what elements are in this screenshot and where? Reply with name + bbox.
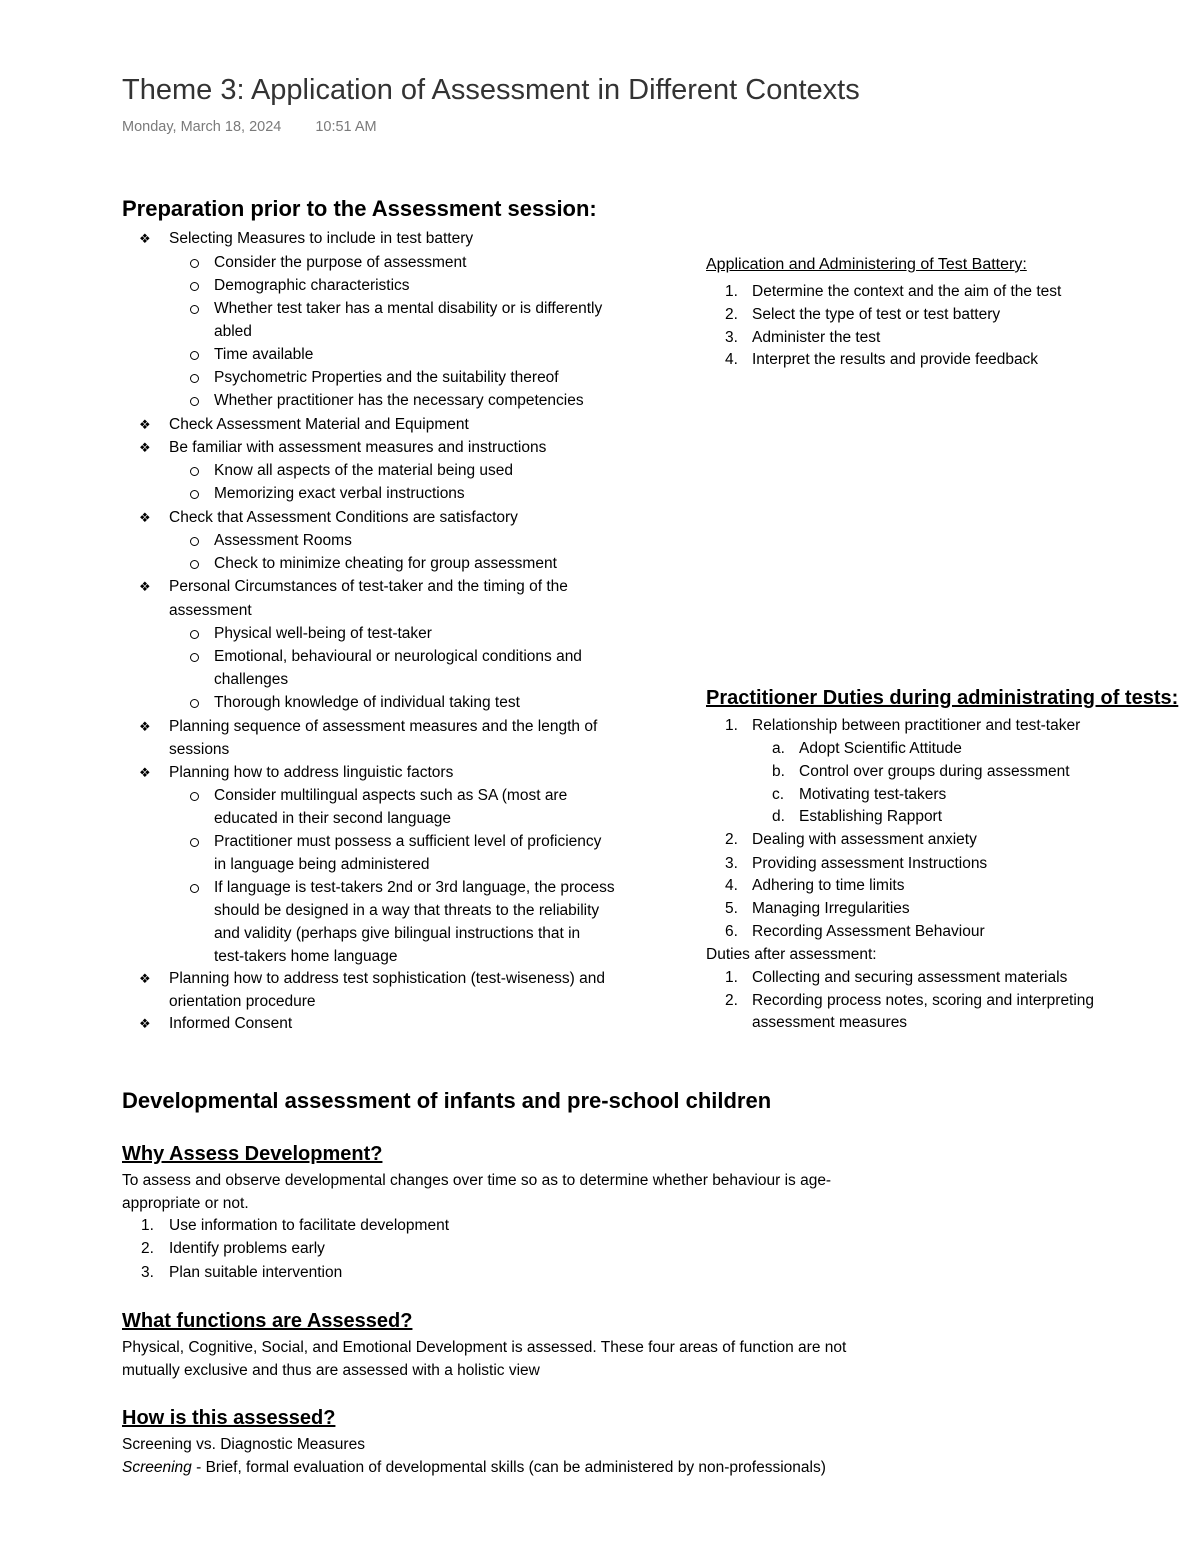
- list-item: Identify problems early: [169, 1240, 325, 1257]
- circle-bullet-icon: [190, 630, 199, 639]
- screening-label: Screening: [122, 1459, 192, 1476]
- circle-bullet-icon: [190, 374, 199, 383]
- list-item: Providing assessment Instructions: [752, 855, 988, 872]
- circle-bullet-icon: [190, 397, 199, 406]
- what-text-2: mutually exclusive and thus are assessed with a holistic view: [122, 1362, 540, 1379]
- prep-list-item: Consider the purpose of assessment: [214, 254, 467, 271]
- list-item: Recording Assessment Behaviour: [752, 923, 985, 940]
- list-number: 5.: [725, 900, 738, 917]
- circle-bullet-icon: [190, 699, 199, 708]
- list-item: assessment measures: [752, 1014, 908, 1031]
- prep-list-item: Physical well-being of test-taker: [214, 625, 432, 642]
- list-number: 2.: [725, 992, 738, 1009]
- duties-heading: Practitioner Duties during administrating of tests:: [706, 687, 1179, 709]
- circle-bullet-icon: [190, 490, 199, 499]
- circle-bullet-icon: [190, 792, 199, 801]
- prep-list-item: challenges: [214, 671, 289, 688]
- list-number: 1.: [141, 1217, 154, 1234]
- duties-after-label: Duties after assessment:: [706, 946, 877, 963]
- prep-list-item: should be designed in a way that threats to the reliability: [214, 902, 600, 919]
- prep-list-item: Informed Consent: [169, 1015, 293, 1032]
- prep-list-item: educated in their second language: [214, 810, 451, 827]
- diamond-bullet-icon: ❖: [139, 510, 151, 525]
- application-heading: Application and Administering of Test Battery:: [706, 256, 1027, 273]
- prep-list-item: Planning how to address linguistic factors: [169, 764, 454, 781]
- list-item: Adhering to time limits: [752, 877, 905, 894]
- list-number: 2.: [141, 1240, 154, 1257]
- list-number: b.: [772, 763, 785, 780]
- screening-line: [122, 1458, 826, 1478]
- prep-list-item: Personal Circumstances of test-taker and the timing of the: [169, 578, 568, 595]
- list-number: 1.: [725, 717, 738, 734]
- list-item: Adopt Scientific Attitude: [799, 740, 962, 757]
- circle-bullet-icon: [190, 259, 199, 268]
- list-item: Control over groups during assessment: [799, 763, 1070, 780]
- list-number: 3.: [725, 329, 738, 346]
- prep-list-item: Be familiar with assessment measures and instructions: [169, 439, 547, 456]
- circle-bullet-icon: [190, 560, 199, 569]
- list-number: 4.: [725, 877, 738, 894]
- list-item: Administer the test: [752, 329, 881, 346]
- date-text: Monday, March 18, 2024: [122, 119, 282, 135]
- prep-list-item: Practitioner must possess a sufficient level of proficiency: [214, 833, 602, 850]
- list-item: Select the type of test or test battery: [752, 306, 1001, 323]
- prep-list-item: Selecting Measures to include in test battery: [169, 230, 474, 247]
- list-item: Dealing with assessment anxiety: [752, 831, 977, 848]
- diamond-bullet-icon: ❖: [139, 417, 151, 432]
- prep-list-item: Check that Assessment Conditions are satisfactory: [169, 509, 518, 526]
- list-item: Establishing Rapport: [799, 808, 943, 825]
- prep-list-item: Demographic characteristics: [214, 277, 410, 294]
- circle-bullet-icon: [190, 282, 199, 291]
- page-title: Theme 3: Application of Assessment in Different Contexts: [122, 74, 860, 106]
- page-date: [122, 119, 377, 135]
- diamond-bullet-icon: ❖: [139, 579, 151, 594]
- why-heading: Why Assess Development?: [122, 1143, 383, 1165]
- diamond-bullet-icon: ❖: [139, 1016, 151, 1031]
- what-heading: What functions are Assessed?: [122, 1310, 413, 1332]
- prep-list-item: assessment: [169, 602, 252, 619]
- list-number: c.: [772, 786, 785, 803]
- prep-list-item: Thorough knowledge of individual taking test: [214, 694, 520, 711]
- how-heading: How is this assessed?: [122, 1407, 336, 1429]
- diamond-bullet-icon: ❖: [139, 719, 151, 734]
- list-item: Determine the context and the aim of the test: [752, 283, 1062, 300]
- time-text: 10:51 AM: [315, 119, 377, 135]
- prep-list-item: and validity (perhaps give bilingual instructions that in: [214, 925, 581, 942]
- screening-text: - Brief, formal evaluation of developmental skills (can be administered by non-professionals): [191, 1459, 826, 1476]
- prep-list-item: Whether practitioner has the necessary competencies: [214, 392, 584, 409]
- prep-heading: Preparation prior to the Assessment session:: [122, 196, 597, 221]
- list-number: a.: [772, 740, 785, 757]
- circle-bullet-icon: [190, 653, 199, 662]
- prep-list-item: Memorizing exact verbal instructions: [214, 485, 465, 502]
- list-number: d.: [772, 808, 785, 825]
- list-number: 1.: [725, 969, 738, 986]
- list-item: Interpret the results and provide feedback: [752, 351, 1039, 368]
- list-item: Managing Irregularities: [752, 900, 910, 917]
- list-item: Relationship between practitioner and test-taker: [752, 717, 1081, 734]
- list-item: Motivating test-takers: [799, 786, 947, 803]
- circle-bullet-icon: [190, 467, 199, 476]
- prep-list-item: Time available: [214, 346, 314, 363]
- list-number: 3.: [141, 1264, 154, 1281]
- circle-bullet-icon: [190, 884, 199, 893]
- prep-list-item: in language being administered: [214, 856, 430, 873]
- list-item: Collecting and securing assessment materials: [752, 969, 1068, 986]
- circle-bullet-icon: [190, 305, 199, 314]
- list-item: Plan suitable intervention: [169, 1264, 343, 1281]
- list-number: 2.: [725, 831, 738, 848]
- list-number: 6.: [725, 923, 738, 940]
- prep-list-item: sessions: [169, 741, 230, 758]
- prep-list-item: Check Assessment Material and Equipment: [169, 416, 469, 433]
- prep-list-item: Whether test taker has a mental disability or is differently: [214, 300, 603, 317]
- prep-list-item: Know all aspects of the material being used: [214, 462, 513, 479]
- prep-list-item: Emotional, behavioural or neurological conditions and: [214, 648, 582, 665]
- prep-list-item: orientation procedure: [169, 993, 316, 1010]
- list-number: 2.: [725, 306, 738, 323]
- list-item: Recording process notes, scoring and interpreting: [752, 992, 1095, 1009]
- prep-list-item: If language is test-takers 2nd or 3rd language, the process: [214, 879, 615, 896]
- circle-bullet-icon: [190, 537, 199, 546]
- diamond-bullet-icon: ❖: [139, 971, 151, 986]
- list-number: 3.: [725, 855, 738, 872]
- how-text: Screening vs. Diagnostic Measures: [122, 1436, 365, 1453]
- prep-list-item: Psychometric Properties and the suitability thereof: [214, 369, 559, 386]
- diamond-bullet-icon: ❖: [139, 765, 151, 780]
- list-number: 4.: [725, 351, 738, 368]
- prep-list-item: Assessment Rooms: [214, 532, 352, 549]
- circle-bullet-icon: [190, 838, 199, 847]
- prep-list-item: Check to minimize cheating for group assessment: [214, 555, 557, 572]
- why-text-2: appropriate or not.: [122, 1195, 249, 1212]
- prep-list-item: abled: [214, 323, 252, 340]
- prep-list-item: Planning sequence of assessment measures and the length of: [169, 718, 598, 735]
- list-item: Use information to facilitate development: [169, 1217, 450, 1234]
- why-text-1: To assess and observe developmental changes over time so as to determine whether behaviour is age-: [122, 1172, 832, 1189]
- diamond-bullet-icon: ❖: [139, 231, 151, 246]
- prep-list-item: Consider multilingual aspects such as SA (most are: [214, 787, 568, 804]
- circle-bullet-icon: [190, 351, 199, 360]
- list-number: 1.: [725, 283, 738, 300]
- what-text-1: Physical, Cognitive, Social, and Emotional Development is assessed. These four areas of function are not: [122, 1339, 847, 1356]
- dev-heading: Developmental assessment of infants and pre-school children: [122, 1088, 772, 1113]
- prep-list-item: test-takers home language: [214, 948, 398, 965]
- diamond-bullet-icon: ❖: [139, 440, 151, 455]
- prep-list-item: Planning how to address test sophistication (test-wiseness) and: [169, 970, 605, 987]
